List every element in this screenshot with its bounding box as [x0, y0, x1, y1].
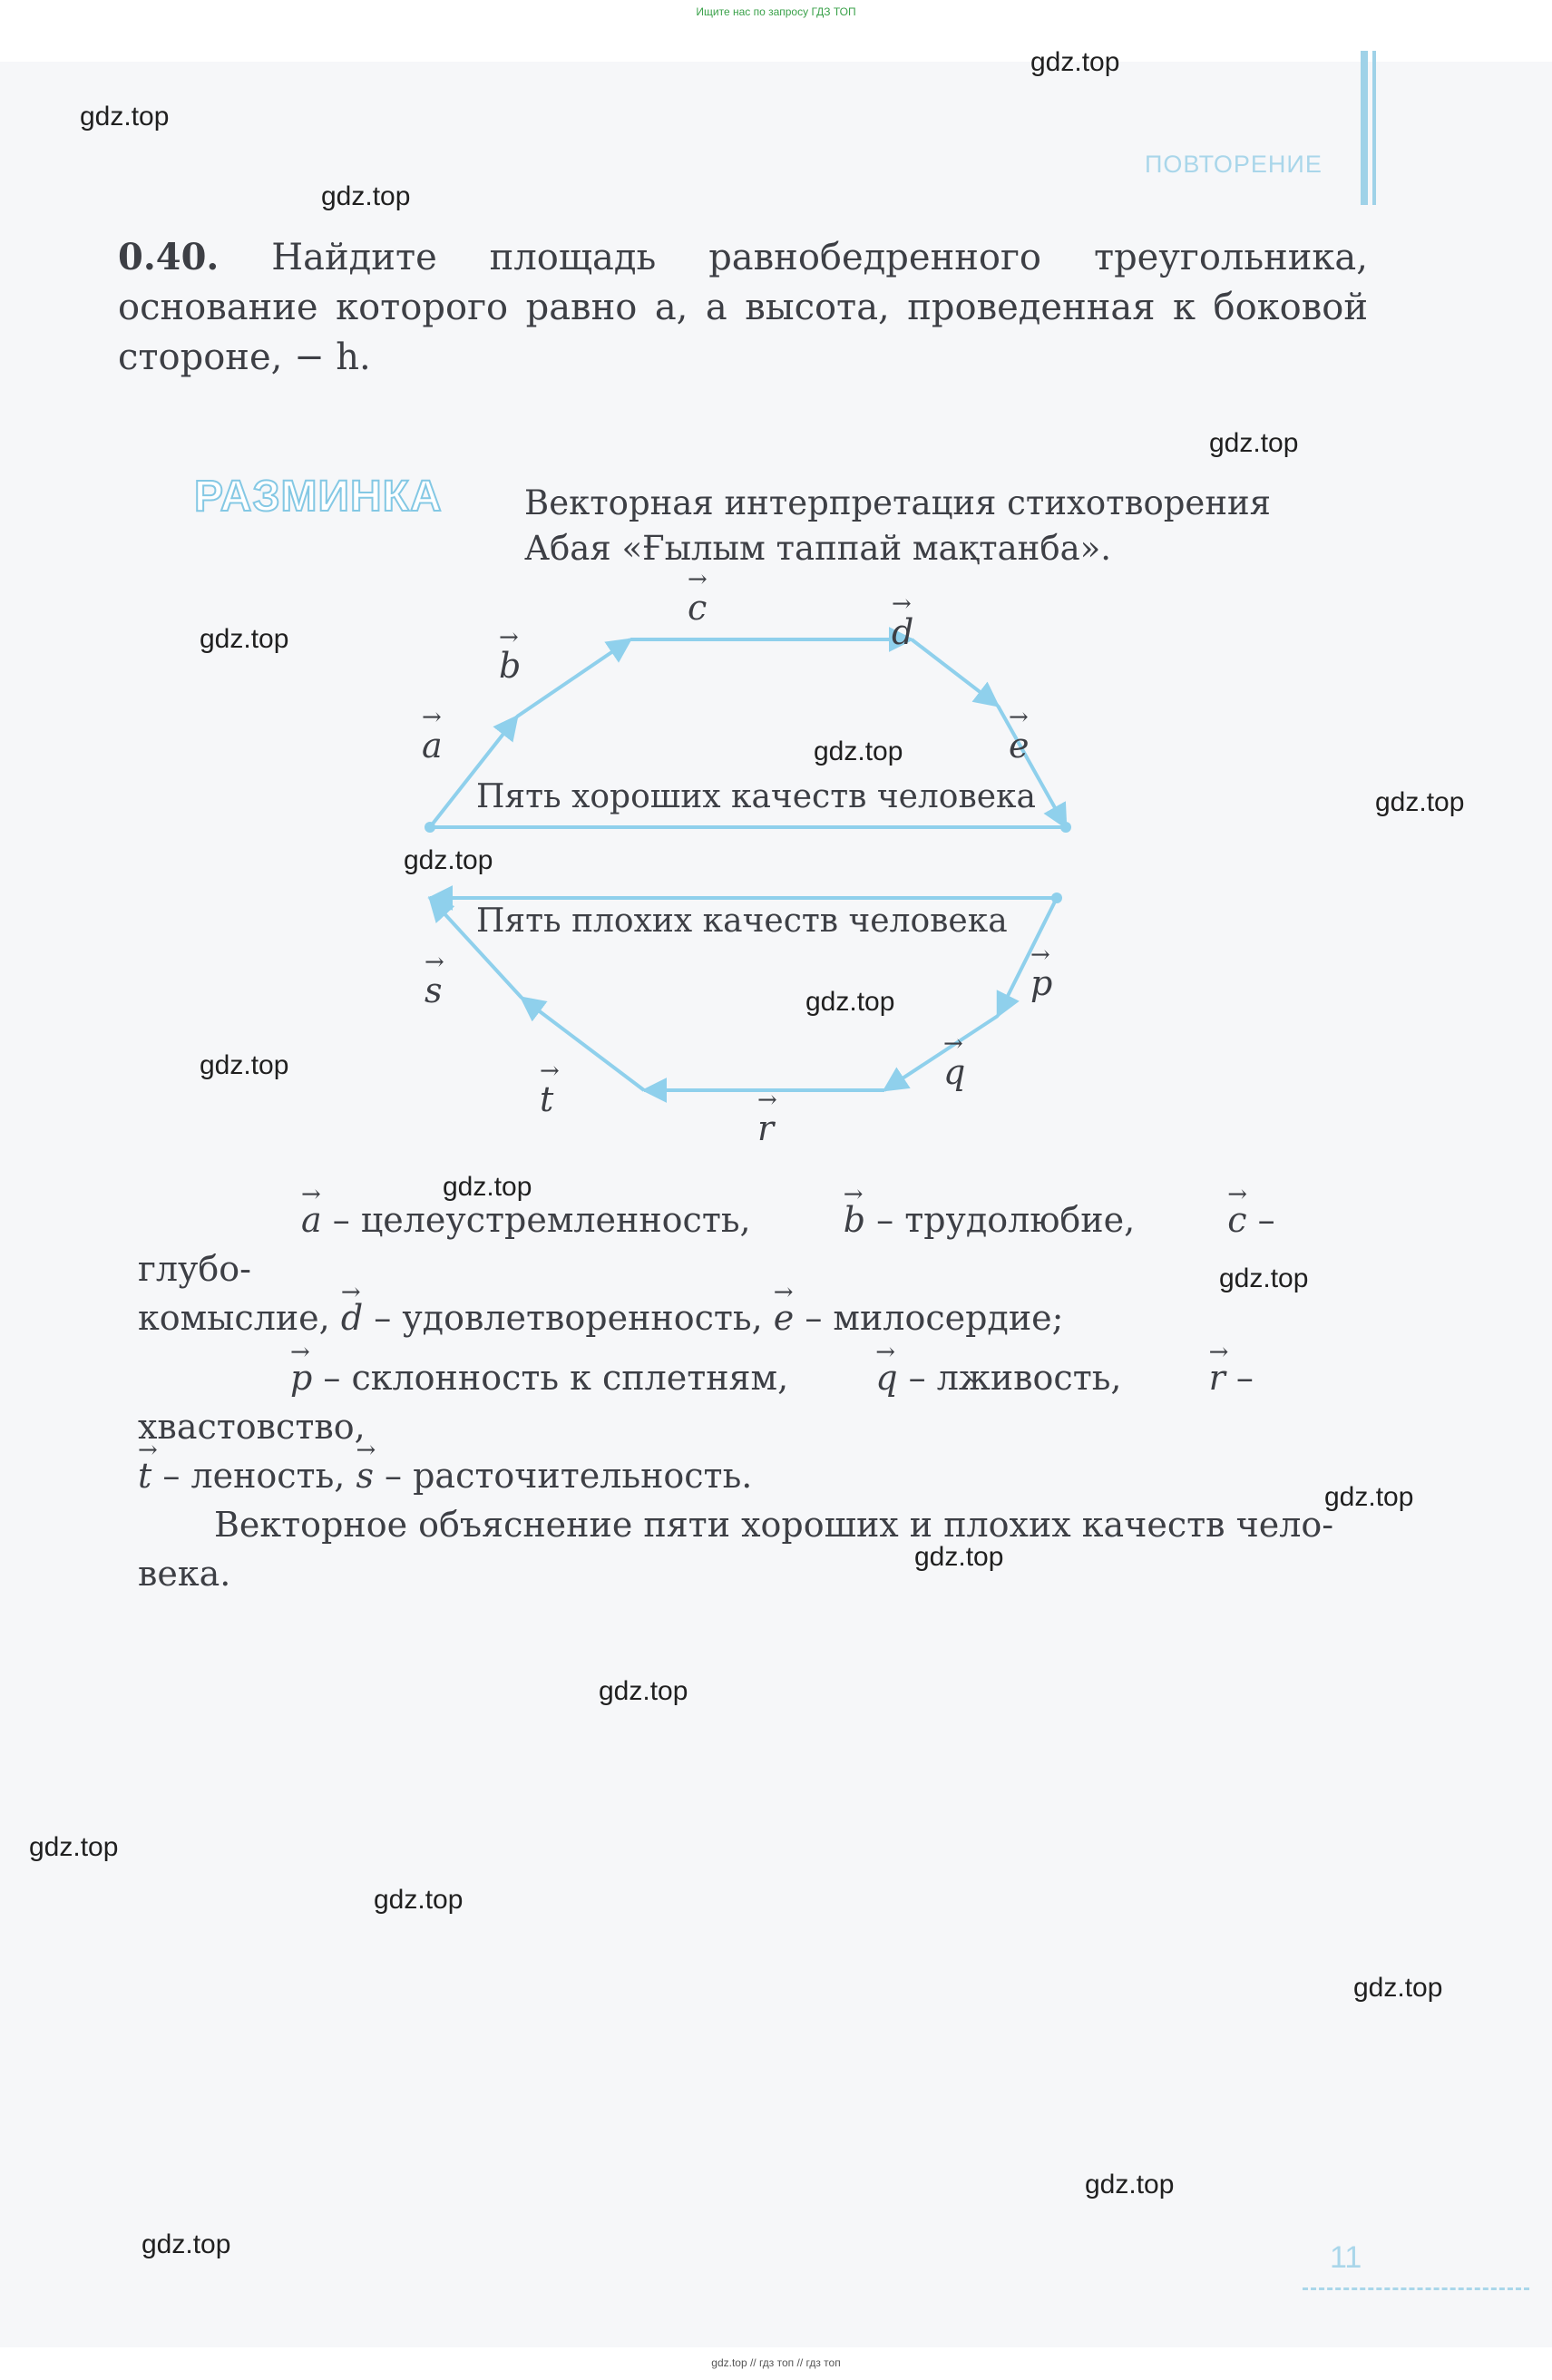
watermark: gdz.top: [29, 1832, 119, 1862]
watermark: gdz.top: [200, 624, 289, 654]
watermark: gdz.top: [1219, 1263, 1309, 1293]
bottom-note: gdz.top // гдз топ // гдз топ: [711, 2356, 841, 2369]
watermark: gdz.top: [1030, 47, 1120, 77]
section-label: ПОВТОРЕНИЕ: [1145, 151, 1323, 178]
watermark: gdz.top: [1375, 787, 1465, 817]
legend-vector-e: → e: [774, 1293, 795, 1342]
label-d: → d: [892, 612, 913, 652]
problem-number: 0.40.: [118, 236, 220, 278]
legend-vector-c: → c: [1146, 1195, 1246, 1244]
vector-b: [517, 639, 630, 717]
watermark: gdz.top: [1209, 428, 1299, 458]
legend-vector-d: → d: [341, 1293, 363, 1342]
watermark: gdz.top: [1085, 2170, 1175, 2200]
warmup-title-line1: Векторная интерпретация стихотворения: [524, 483, 1271, 522]
label-q: → q: [943, 1052, 965, 1092]
legend-vector-t: → t: [138, 1451, 151, 1500]
top-note: Ищите нас по запросу ГДЗ ТОП: [696, 5, 856, 18]
legend-vector-r: → r: [1133, 1353, 1225, 1402]
label-e: → e: [1009, 726, 1030, 766]
legend-text-s: – расточительность.: [373, 1456, 753, 1496]
header-bar-thin: [1372, 51, 1376, 205]
label-a: → a: [422, 726, 443, 766]
label-b: → b: [499, 646, 521, 686]
watermark: gdz.top: [142, 2229, 231, 2259]
legend-line-6: века.: [138, 1554, 231, 1594]
legend-text-p: – склонность к сплетням,: [312, 1358, 800, 1398]
legend-vector-b: → b: [762, 1195, 865, 1244]
warmup-title: [524, 481, 1341, 571]
watermark: gdz.top: [914, 1542, 1004, 1572]
legend-text-c: – глубо-: [138, 1200, 1275, 1289]
legend-vector-a: → a: [220, 1195, 322, 1244]
header-bar: [1361, 51, 1368, 205]
legend-line-1: [138, 1195, 1344, 1293]
legend-text-d: – удовлетворенность,: [363, 1298, 774, 1338]
page-number-dashes: [1303, 2287, 1529, 2290]
legend-text-b: – трудолюбие,: [865, 1200, 1147, 1240]
warmup-badge: РАЗМИНКА: [194, 473, 443, 521]
legend-text-e: – милосердие;: [794, 1298, 1064, 1338]
watermark: gdz.top: [814, 736, 903, 766]
legend-text-pre: комыслие,: [138, 1298, 341, 1338]
warmup-title-line2: Абая «Ғылым таппай мақтанба».: [524, 529, 1112, 568]
problem-text: Найдите площадь равнобедренного треугольника, основание которого равно a, а высота, проведенная к боковой стороне, − h.: [118, 237, 1368, 378]
legend-line-3: [138, 1353, 1344, 1451]
watermark: gdz.top: [1324, 1482, 1414, 1512]
legend-line-5: Векторное объяснение пяти хороших и плохих качеств чело-: [214, 1505, 1334, 1545]
legend-line-4: [138, 1451, 1344, 1500]
watermark: gdz.top: [805, 987, 895, 1017]
watermark: gdz.top: [321, 181, 411, 211]
watermark: gdz.top: [443, 1172, 532, 1202]
vector-d: [912, 639, 998, 706]
watermark: gdz.top: [80, 102, 170, 132]
legend: [138, 1195, 1344, 1598]
label-r: → r: [757, 1108, 774, 1148]
problem-0-40: [118, 232, 1368, 383]
label-p: → p: [1030, 963, 1052, 1003]
label-c: → c: [688, 588, 707, 628]
watermark: gdz.top: [1353, 1973, 1443, 2003]
label-s: → s: [425, 971, 443, 1010]
vector-q: [884, 1016, 998, 1090]
good-caption: Пять хороших качеств человека: [476, 778, 1037, 815]
bad-caption: Пять плохих качеств человека: [476, 902, 1008, 940]
watermark: gdz.top: [599, 1676, 688, 1706]
legend-vector-s: → s: [356, 1451, 374, 1500]
legend-text-q: – лживость,: [897, 1358, 1133, 1398]
watermark: gdz.top: [404, 845, 493, 875]
watermark: gdz.top: [374, 1885, 464, 1915]
legend-vector-q: → q: [799, 1353, 897, 1402]
legend-text-t: – леность,: [151, 1456, 356, 1496]
legend-text-a: – целеустремленность,: [321, 1200, 762, 1240]
watermark: gdz.top: [200, 1050, 289, 1080]
label-t: → t: [540, 1079, 553, 1119]
legend-text-r: – хвастовство,: [138, 1358, 1254, 1447]
page-number: 11: [1330, 2240, 1362, 2275]
legend-vector-p: → p: [214, 1353, 312, 1402]
